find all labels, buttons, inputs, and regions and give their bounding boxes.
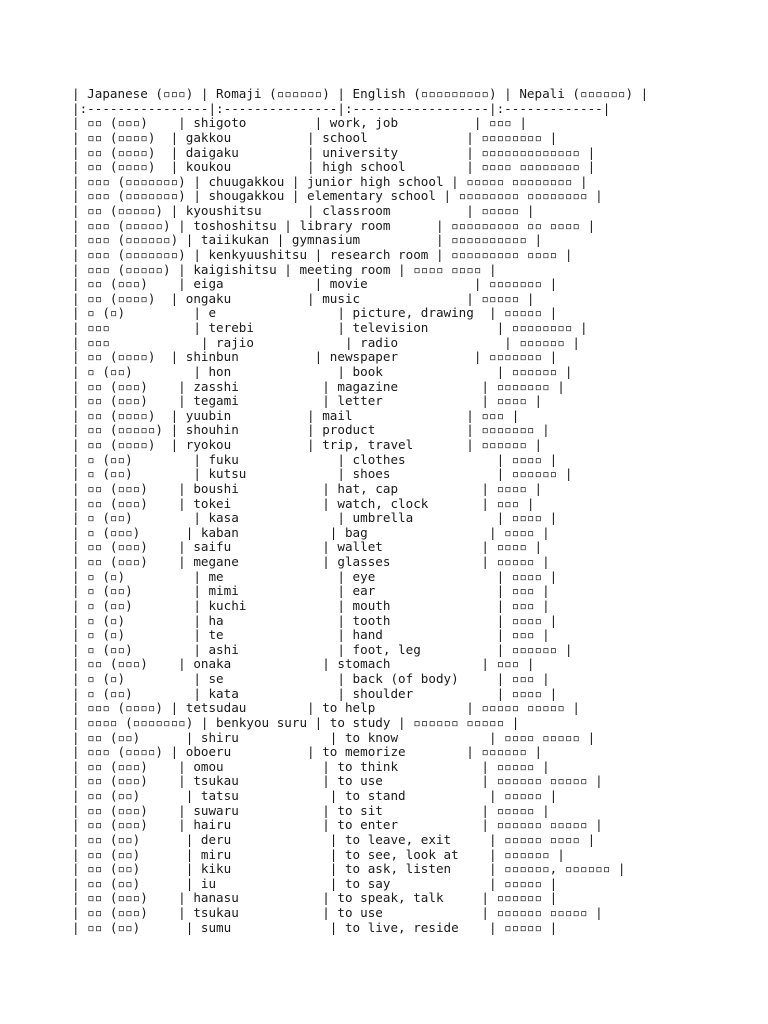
table-row: | ▫▫ (▫▫▫) | tokei | watch, clock | ▫▫▫ | (72, 495, 535, 511)
table-row: | ▫ (▫▫) | kuchi | mouth | ▫▫▫ | (72, 597, 550, 613)
table-row: | ▫▫ (▫▫▫) | shigoto | work, job | ▫▫▫ | (72, 115, 527, 131)
table-row: | ▫▫ (▫▫) | sumu | to live, reside | ▫▫▫▫▫ | (72, 919, 558, 935)
table-row: | ▫ (▫▫) | fuku | clothes | ▫▫▫▫ | (72, 451, 558, 467)
table-row: | ▫ (▫▫) | kutsu | shoes | ▫▫▫▫▫▫ | (72, 466, 573, 482)
table-row: | ▫ (▫▫) | hon | book | ▫▫▫▫▫▫ | (72, 363, 573, 379)
table-row: | ▫▫▫ (▫▫▫▫) | oboeru | to memorize | ▫▫▫▫▫▫ | (72, 744, 543, 760)
table-row: | ▫ (▫▫) | kasa | umbrella | ▫▫▫▫ | (72, 510, 558, 526)
markdown-table-document (72, 87, 762, 935)
table-row: | ▫▫ (▫▫▫) | onaka | stomach | ▫▫▫ | (72, 656, 535, 672)
table-row: | ▫▫▫ (▫▫▫▫▫▫▫) | kenkyuushitsu | research room | ▫▫▫▫▫▫▫▫▫ ▫▫▫▫ | (72, 246, 573, 262)
table-row: | ▫▫▫ (▫▫▫▫▫) | kaigishitsu | meeting room | ▫▫▫▫ ▫▫▫▫ | (72, 261, 497, 277)
table-row: | ▫▫▫ | rajio | radio | ▫▫▫▫▫▫ | (72, 334, 580, 350)
table-row: | ▫▫ (▫▫▫) | omou | to think | ▫▫▫▫▫ | (72, 758, 550, 774)
table-row: | ▫▫ (▫▫) | miru | to see, look at | ▫▫▫▫▫▫ | (72, 846, 565, 862)
table-row: | ▫▫▫ | terebi | television | ▫▫▫▫▫▫▫▫ | (72, 320, 588, 335)
table-row: | ▫▫ (▫▫▫) | saifu | wallet | ▫▫▫▫ | (72, 539, 543, 555)
table-row: | ▫▫ (▫▫▫) | boushi | hat, cap | ▫▫▫▫ | (72, 480, 543, 496)
table-row: | ▫▫ (▫▫▫) | tsukau | to use | ▫▫▫▫▫▫ ▫▫▫▫▫ | (72, 905, 603, 920)
table-row: | ▫▫ (▫▫▫) | tegami | letter | ▫▫▫▫ | (72, 393, 543, 409)
table-row: | ▫▫▫▫ (▫▫▫▫▫▫▫) | benkyou suru | to study | ▫▫▫▫▫▫ ▫▫▫▫▫ | (72, 714, 520, 730)
table-row: | ▫▫ (▫▫▫▫▫) | kyoushitsu | classroom | ▫▫▫▫▫ | (72, 203, 535, 218)
table-row: | ▫ (▫▫) | ashi | foot, leg | ▫▫▫▫▫▫ | (72, 641, 573, 657)
table-row: | ▫ (▫) | me | eye | ▫▫▫▫ | (72, 568, 558, 584)
table-row: | ▫ (▫) | e | picture, drawing | ▫▫▫▫▫ | (72, 305, 558, 321)
table-row: | ▫▫ (▫▫▫) | hanasu | to speak, talk | ▫▫▫▫▫▫ | (72, 890, 558, 906)
table-row: | ▫▫ (▫▫▫▫) | ryokou | trip, travel | ▫▫▫▫▫▫ | (72, 437, 543, 452)
table-row: | ▫ (▫▫) | kata | shoulder | ▫▫▫▫ | (72, 685, 558, 701)
table-row: | ▫▫▫ (▫▫▫▫) | tetsudau | to help | ▫▫▫▫▫ ▫▫▫▫▫ | (72, 700, 580, 716)
table-row: | ▫▫ (▫▫) | shiru | to know | ▫▫▫▫ ▫▫▫▫▫ | (72, 729, 596, 745)
table-row: | ▫▫ (▫▫▫) | megane | glasses | ▫▫▫▫▫ | (72, 554, 550, 569)
table-row: | ▫▫ (▫▫▫) | suwaru | to sit | ▫▫▫▫▫ | (72, 802, 550, 818)
table-row: | ▫▫▫ (▫▫▫▫▫▫▫) | shougakkou | elementary school | ▫▫▫▫▫▫▫▫ ▫▫▫▫▫▫▫▫ | (72, 188, 603, 204)
table-row: | ▫▫ (▫▫▫▫) | daigaku | university | ▫▫▫▫▫▫▫▫▫▫▫▫▫ | (72, 144, 596, 160)
table-row: | ▫ (▫▫) | mimi | ear | ▫▫▫ | (72, 583, 550, 599)
table-row: | ▫▫ (▫▫▫▫) | shinbun | newspaper | ▫▫▫▫▫▫▫ | (72, 349, 558, 365)
table-row: | ▫▫ (▫▫▫) | hairu | to enter | ▫▫▫▫▫▫ ▫▫▫▫▫ | (72, 817, 603, 833)
table-row: | ▫ (▫) | se | back (of body) | ▫▫▫ | (72, 671, 550, 686)
table-row: | ▫▫ (▫▫) | deru | to leave, exit | ▫▫▫▫▫ ▫▫▫▫ | (72, 831, 596, 847)
table-row: | ▫ (▫) | te | hand | ▫▫▫ | (72, 627, 550, 643)
table-row: | ▫ (▫) | ha | tooth | ▫▫▫▫ | (72, 612, 558, 628)
table-row: | ▫▫ (▫▫▫▫) | koukou | high school | ▫▫▫▫ ▫▫▫▫▫▫▫▫ | (72, 159, 596, 175)
table-row: | ▫▫▫ (▫▫▫▫▫) | toshoshitsu | library room | ▫▫▫▫▫▫▫▫▫ ▫▫ ▫▫▫▫ | (72, 217, 596, 233)
table-header-row: | Japanese (▫▫▫) | Romaji (▫▫▫▫▫▫) | English (▫▫▫▫▫▫▫▫▫) | Nepali (▫▫▫▫▫▫) | (72, 86, 649, 101)
table-row: | ▫▫ (▫▫) | tatsu | to stand | ▫▫▫▫▫ | (72, 788, 558, 803)
table-separator-row: |:----------------|:---------------|:------------------|:-------------| (72, 100, 611, 116)
table-row: | ▫▫ (▫▫) | kiku | to ask, listen | ▫▫▫▫▫▫, ▫▫▫▫▫▫ | (72, 861, 626, 877)
table-row: | ▫▫▫ (▫▫▫▫▫▫) | taiikukan | gymnasium | ▫▫▫▫▫▫▫▫▫▫ | (72, 232, 543, 248)
table-row: | ▫▫ (▫▫) | iu | to say | ▫▫▫▫▫ | (72, 875, 558, 891)
table-row: | ▫▫ (▫▫▫) | zasshi | magazine | ▫▫▫▫▫▫▫ | (72, 378, 565, 394)
table-row: | ▫ (▫▫▫) | kaban | bag | ▫▫▫▫ | (72, 524, 550, 540)
table-row: | ▫▫ (▫▫▫) | tsukau | to use | ▫▫▫▫▫▫ ▫▫▫▫▫ | (72, 773, 603, 789)
table-row: | ▫▫ (▫▫▫▫) | ongaku | music | ▫▫▫▫▫ | (72, 290, 535, 306)
table-row: | ▫▫ (▫▫▫▫) | yuubin | mail | ▫▫▫ | (72, 407, 520, 423)
table-row: | ▫▫ (▫▫▫▫▫) | shouhin | product | ▫▫▫▫▫▫▫ | (72, 422, 550, 438)
table-row: | ▫▫▫ (▫▫▫▫▫▫▫) | chuugakkou | junior high school | ▫▫▫▫▫ ▫▫▫▫▫▫▫▫ | (72, 173, 588, 189)
table-row: | ▫▫ (▫▫▫▫) | gakkou | school | ▫▫▫▫▫▫▫▫ | (72, 129, 558, 145)
table-row: | ▫▫ (▫▫▫) | eiga | movie | ▫▫▫▫▫▫▫ | (72, 276, 558, 292)
